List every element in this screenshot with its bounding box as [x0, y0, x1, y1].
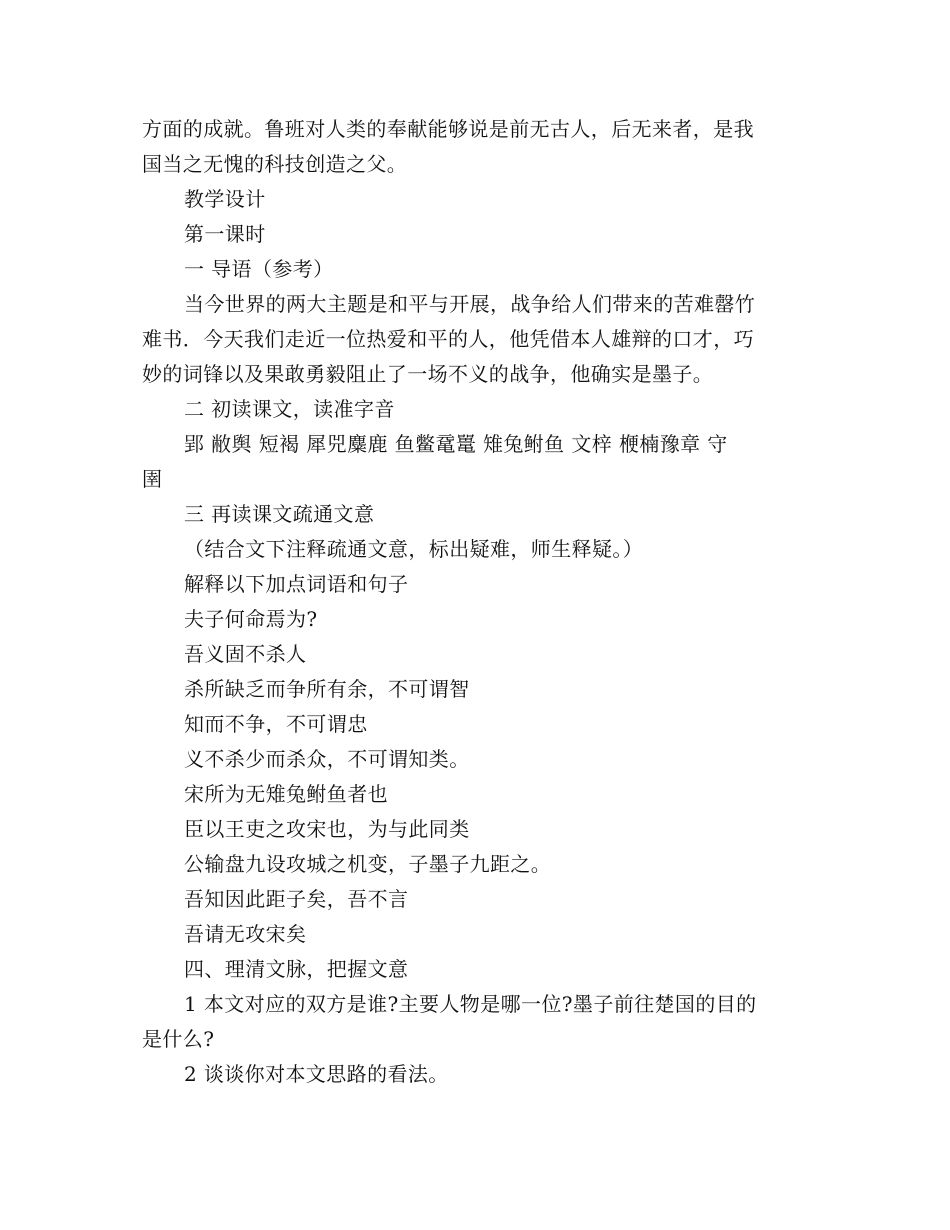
text-line: 2 谈谈你对本文思路的看法。	[184, 1062, 449, 1086]
section-heading: 三 再读课文疏通文意	[184, 502, 375, 526]
text-line: 国当之无愧的科技创造之父。	[142, 152, 408, 176]
text-line: 圉	[142, 467, 163, 491]
text-line: 郢 敝舆 短褐 犀兕麋鹿 鱼鳖鼋鼍 雉兔鲋鱼 文梓 楩楠豫章 守	[184, 432, 728, 456]
text-line: 吾知因此距子矣，吾不言	[184, 887, 409, 911]
text-line: 知而不争，不可谓忠	[184, 712, 368, 736]
text-line: 难书．今天我们走近一位热爱和平的人，他凭借本人雄辩的口才，巧	[142, 327, 754, 351]
section-heading: 教学设计	[184, 187, 266, 211]
text-line: 夫子何命焉为?	[184, 607, 318, 631]
text-line: 是什么?	[142, 1027, 215, 1051]
text-line: 1 本文对应的双方是谁?主要人物是哪一位?墨子前往楚国的目的	[184, 992, 757, 1016]
text-line: 臣以王吏之攻宋也，为与此同类	[184, 817, 470, 841]
text-line: 吾义固不杀人	[184, 642, 307, 666]
text-line: 义不杀少而杀众，不可谓知类。	[184, 747, 470, 771]
text-line: 妙的词锋以及果敢勇毅阻止了一场不义的战争，他确实是墨子。	[142, 362, 714, 386]
text-line: 方面的成就。鲁班对人类的奉献能够说是前无古人，后无来者，是我	[142, 117, 754, 141]
section-heading: 一 导语（参考）	[184, 257, 334, 281]
section-heading: 二 初读课文，读准字音	[184, 397, 395, 421]
text-line: 当今世界的两大主题是和平与开展，战争给人们带来的苦难罄竹	[184, 292, 756, 316]
document-body	[142, 112, 812, 1092]
text-line: 杀所缺乏而争所有余，不可谓智	[184, 677, 470, 701]
text-line: 吾请无攻宋矣	[184, 922, 307, 946]
section-heading: 第一课时	[184, 222, 266, 246]
text-line: 公输盘九设攻城之机变，子墨子九距之。	[184, 852, 552, 876]
text-line: 解释以下加点词语和句子	[184, 572, 409, 596]
text-line: （结合文下注释疏通文意，标出疑难，师生释疑。）	[184, 537, 644, 561]
section-heading: 四、理清文脉，把握文意	[184, 957, 409, 981]
text-line: 宋所为无雉兔鲋鱼者也	[184, 782, 388, 806]
